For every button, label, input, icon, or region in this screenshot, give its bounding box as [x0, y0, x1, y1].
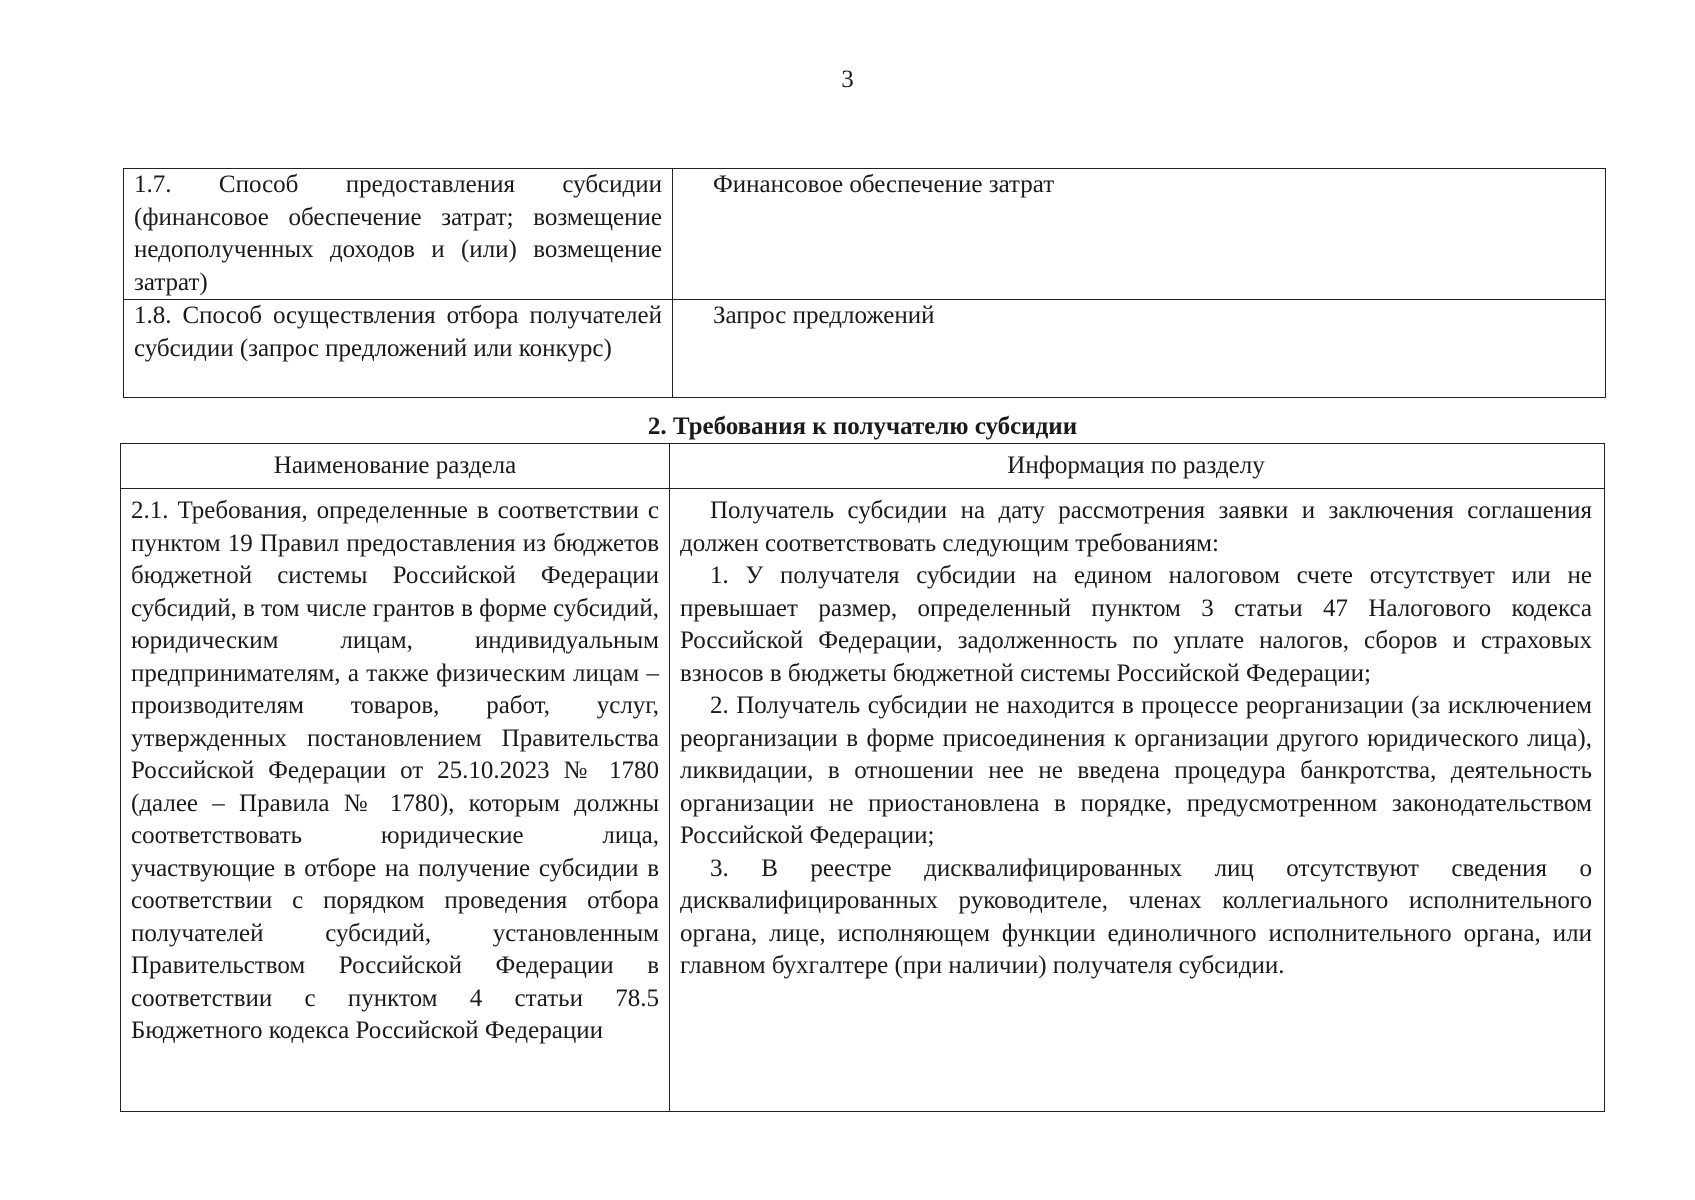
requirement-item-3: 3. В реестре дисквалифицированных лиц отсутствуют сведения о дисквалифицированных руководителе, членах коллегиального исполнительного органа, лице, исполняющем функции единоличного исполнительного органа, или главном бухгалтере (при наличии) получателя субсидии.	[680, 854, 1592, 979]
table-row	[124, 169, 1606, 300]
row-value-2-1	[670, 489, 1605, 1112]
row-value-1-7: Финансовое обеспечение затрат	[673, 169, 1606, 300]
table-row	[121, 489, 1605, 1112]
requirement-item-1: 1. У получателя субсидии на едином налоговом счете отсутствует или не превышает размер, определенный пунктом 3 статьи 47 Налогового кодекса Российской Федерации, задолженность по уплате налогов, сборов и страховых взносов в бюджеты бюджетной системы Российской Федерации;	[680, 562, 1592, 687]
column-header-section-name: Наименование раздела	[121, 444, 670, 489]
requirement-item-2: 2. Получатель субсидии не находится в процессе реорганизации (за исключением реорганизации в форме присоединения к организации другого юридического лица), ликвидации, в отношении нее не введена процедура банкротства, деятельность организации не приостановлена в порядке, предусмотренном законодательством Российской Федерации;	[680, 692, 1592, 849]
requirements-intro: Получатель субсидии на дату рассмотрения заявки и заключения соглашения должен соответствовать следующим требованиям:	[680, 497, 1592, 557]
requirements-table	[120, 443, 1605, 1112]
table-header-row	[121, 444, 1605, 489]
row-label-1-7: 1.7. Способ предоставления субсидии (финансовое обеспечение затрат; возмещение недополученных доходов и (или) возмещение затрат)	[124, 169, 673, 300]
column-header-section-info: Информация по разделу	[670, 444, 1605, 489]
page-number: 3	[841, 66, 854, 93]
section-title: 2. Требования к получателю субсидии	[647, 413, 1078, 440]
row-label-2-1: 2.1. Требования, определенные в соответствии с пунктом 19 Правил предоставления из бюджетов бюджетной системы Российской Федерации субсидий, в том числе грантов в форме субсидий, юридическим лицам, индивидуальным предпринимателям, а также физическим лицам – производителям товаров, работ, услуг, утвержденных постановлением Правительства Российской Федерации от 25.10.2023 № 1780 (далее – Правила № 1780), которым должны соответствовать юридические лица, участвующие в отборе на получение субсидии в соответствии с порядком проведения отбора получателей субсидий, установленным Правительством Российской Федерации в соответствии с пунктом 4 статьи 78.5 Бюджетного кодекса Российской Федерации	[121, 489, 670, 1112]
table-row	[124, 300, 1606, 398]
row-value-1-8: Запрос предложений	[673, 300, 1606, 398]
row-label-1-8: 1.8. Способ осуществления отбора получателей субсидии (запрос предложений или конкурс)	[124, 300, 673, 398]
subsidy-method-table	[123, 168, 1606, 398]
